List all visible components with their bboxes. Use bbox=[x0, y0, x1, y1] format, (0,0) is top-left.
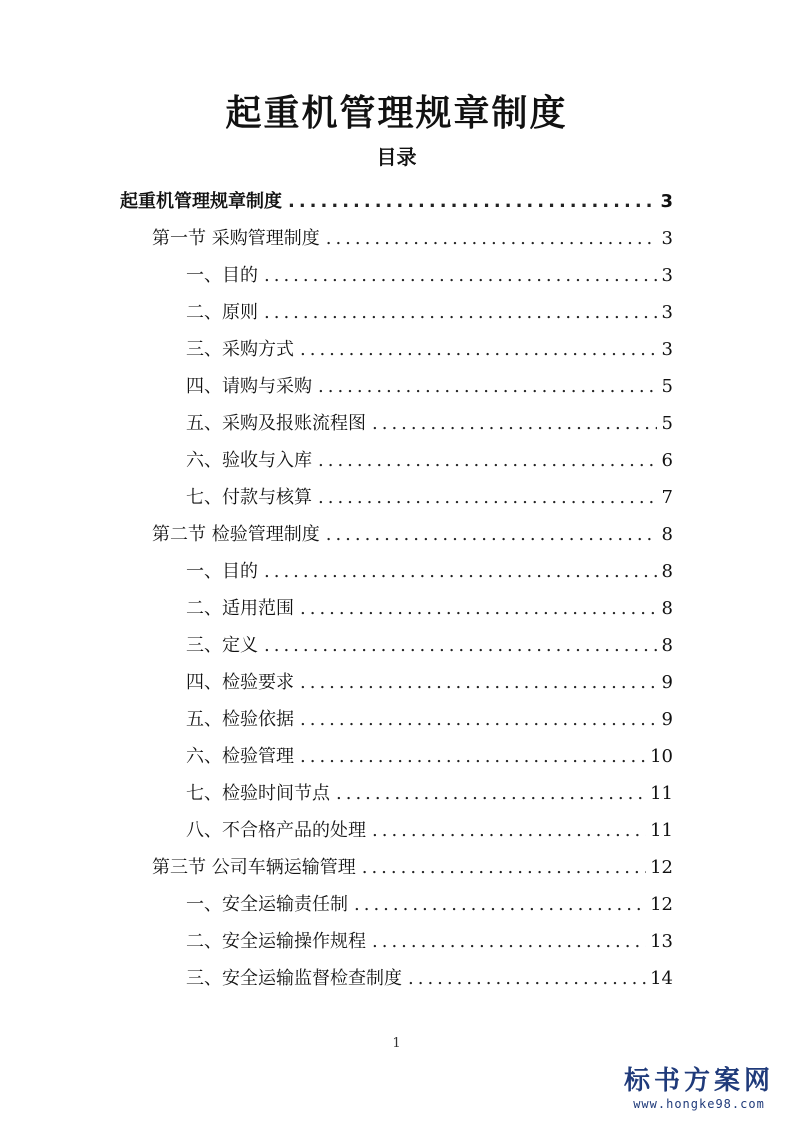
toc-leader-dots bbox=[318, 374, 657, 400]
toc-entry[interactable] bbox=[186, 437, 673, 474]
toc-entry-page: 9 bbox=[661, 709, 673, 730]
toc-entry-label: 六、验收与入库 bbox=[186, 450, 312, 471]
toc-entry-page: 3 bbox=[661, 302, 673, 323]
toc-entry-label: 二、原则 bbox=[186, 302, 258, 323]
watermark-logo bbox=[619, 1066, 779, 1112]
toc-entry[interactable] bbox=[186, 548, 673, 585]
toc-entry-label: 五、采购及报账流程图 bbox=[186, 413, 366, 434]
toc-leader-dots bbox=[300, 670, 657, 696]
watermark-text: 标书方案网 bbox=[623, 1066, 774, 1096]
toc-leader-dots bbox=[264, 559, 657, 585]
toc-entry[interactable] bbox=[186, 252, 673, 289]
toc-entry-label: 四、请购与采购 bbox=[186, 376, 312, 397]
toc-entry-label: 七、检验时间节点 bbox=[186, 783, 330, 804]
toc-entry-label: 三、定义 bbox=[186, 635, 258, 656]
toc-entry-page: 9 bbox=[661, 672, 673, 693]
toc-leader-dots bbox=[354, 892, 646, 918]
toc-entry[interactable] bbox=[186, 918, 673, 955]
toc-entry-label: 一、目的 bbox=[186, 265, 258, 286]
toc-leader-dots bbox=[300, 596, 657, 622]
toc-entry[interactable] bbox=[186, 696, 673, 733]
toc-entry[interactable] bbox=[186, 585, 673, 622]
toc-heading: 目录 bbox=[376, 145, 417, 169]
toc-entry-page: 8 bbox=[661, 598, 673, 619]
toc-leader-dots bbox=[362, 855, 646, 881]
toc-entry-label: 五、检验依据 bbox=[186, 709, 294, 730]
page-number: 1 bbox=[392, 1036, 401, 1051]
toc-entry-page: 8 bbox=[661, 635, 673, 656]
watermark-url: www.hongke98.com bbox=[633, 1097, 765, 1111]
toc-entry[interactable] bbox=[120, 178, 673, 215]
toc-entry[interactable] bbox=[186, 807, 673, 844]
toc-leader-dots bbox=[318, 448, 657, 474]
toc-entry[interactable] bbox=[152, 844, 673, 881]
toc-leader-dots bbox=[372, 411, 657, 437]
toc-leader-dots bbox=[318, 485, 657, 511]
toc-entry[interactable] bbox=[186, 326, 673, 363]
toc-entry[interactable] bbox=[186, 770, 673, 807]
toc-entry-page: 12 bbox=[650, 857, 673, 878]
toc-entry[interactable] bbox=[186, 289, 673, 326]
toc-leader-dots bbox=[288, 189, 656, 215]
toc-entry-page: 14 bbox=[650, 968, 673, 989]
toc-leader-dots bbox=[372, 929, 646, 955]
toc-entry-page: 12 bbox=[650, 894, 673, 915]
toc-entry-label: 六、检验管理 bbox=[186, 746, 294, 767]
toc-entry-page: 6 bbox=[661, 450, 673, 471]
toc-entry-page: 7 bbox=[661, 487, 673, 508]
toc-entry-page: 5 bbox=[661, 376, 673, 397]
document-title: 起重机管理规章制度 bbox=[225, 92, 568, 134]
toc-entry-page: 8 bbox=[661, 524, 673, 545]
toc-leader-dots bbox=[326, 226, 657, 252]
toc-entry[interactable] bbox=[186, 659, 673, 696]
toc-entry-page: 10 bbox=[650, 746, 673, 767]
toc-entry[interactable] bbox=[186, 622, 673, 659]
toc-entry-label: 二、适用范围 bbox=[186, 598, 294, 619]
toc-entry-label: 四、检验要求 bbox=[186, 672, 294, 693]
toc-entry-page: 8 bbox=[661, 561, 673, 582]
toc-entry-page: 5 bbox=[661, 413, 673, 434]
toc-entry-label: 八、不合格产品的处理 bbox=[186, 820, 366, 841]
toc-leader-dots bbox=[264, 263, 657, 289]
toc-entry-label: 第一节 采购管理制度 bbox=[152, 228, 320, 249]
toc-entry-label: 三、采购方式 bbox=[186, 339, 294, 360]
toc-entry-page: 3 bbox=[661, 228, 673, 249]
toc-entry-label: 二、安全运输操作规程 bbox=[186, 931, 366, 952]
toc-entry[interactable] bbox=[186, 955, 673, 992]
toc-leader-dots bbox=[326, 522, 657, 548]
toc-entry-label: 起重机管理规章制度 bbox=[120, 191, 282, 212]
toc-leader-dots bbox=[264, 300, 657, 326]
toc-entry-label: 一、安全运输责任制 bbox=[186, 894, 348, 915]
toc-entry[interactable] bbox=[186, 363, 673, 400]
toc-entry[interactable] bbox=[152, 511, 673, 548]
toc-entry-page: 11 bbox=[650, 820, 673, 841]
toc-entry-label: 第二节 检验管理制度 bbox=[152, 524, 320, 545]
toc-leader-dots bbox=[300, 337, 657, 363]
toc-entry-label: 第三节 公司车辆运输管理 bbox=[152, 857, 356, 878]
toc-entry[interactable] bbox=[186, 400, 673, 437]
toc-leader-dots bbox=[372, 818, 646, 844]
toc-entry[interactable] bbox=[152, 215, 673, 252]
toc-entry-label: 一、目的 bbox=[186, 561, 258, 582]
toc-leader-dots bbox=[408, 966, 646, 992]
toc-entry-page: 13 bbox=[650, 931, 673, 952]
toc-entry-page: 3 bbox=[661, 265, 673, 286]
toc-entry[interactable] bbox=[186, 881, 673, 918]
toc-entry-page: 3 bbox=[661, 339, 673, 360]
toc-entry-page: 3 bbox=[660, 191, 673, 212]
toc-leader-dots bbox=[300, 744, 646, 770]
toc-leader-dots bbox=[300, 707, 657, 733]
toc-leader-dots bbox=[336, 781, 646, 807]
toc-entry[interactable] bbox=[186, 474, 673, 511]
toc-entry-label: 七、付款与核算 bbox=[186, 487, 312, 508]
toc-entry[interactable] bbox=[186, 733, 673, 770]
toc-leader-dots bbox=[264, 633, 657, 659]
toc-entry-label: 三、安全运输监督检查制度 bbox=[186, 968, 402, 989]
toc-entry-page: 11 bbox=[650, 783, 673, 804]
